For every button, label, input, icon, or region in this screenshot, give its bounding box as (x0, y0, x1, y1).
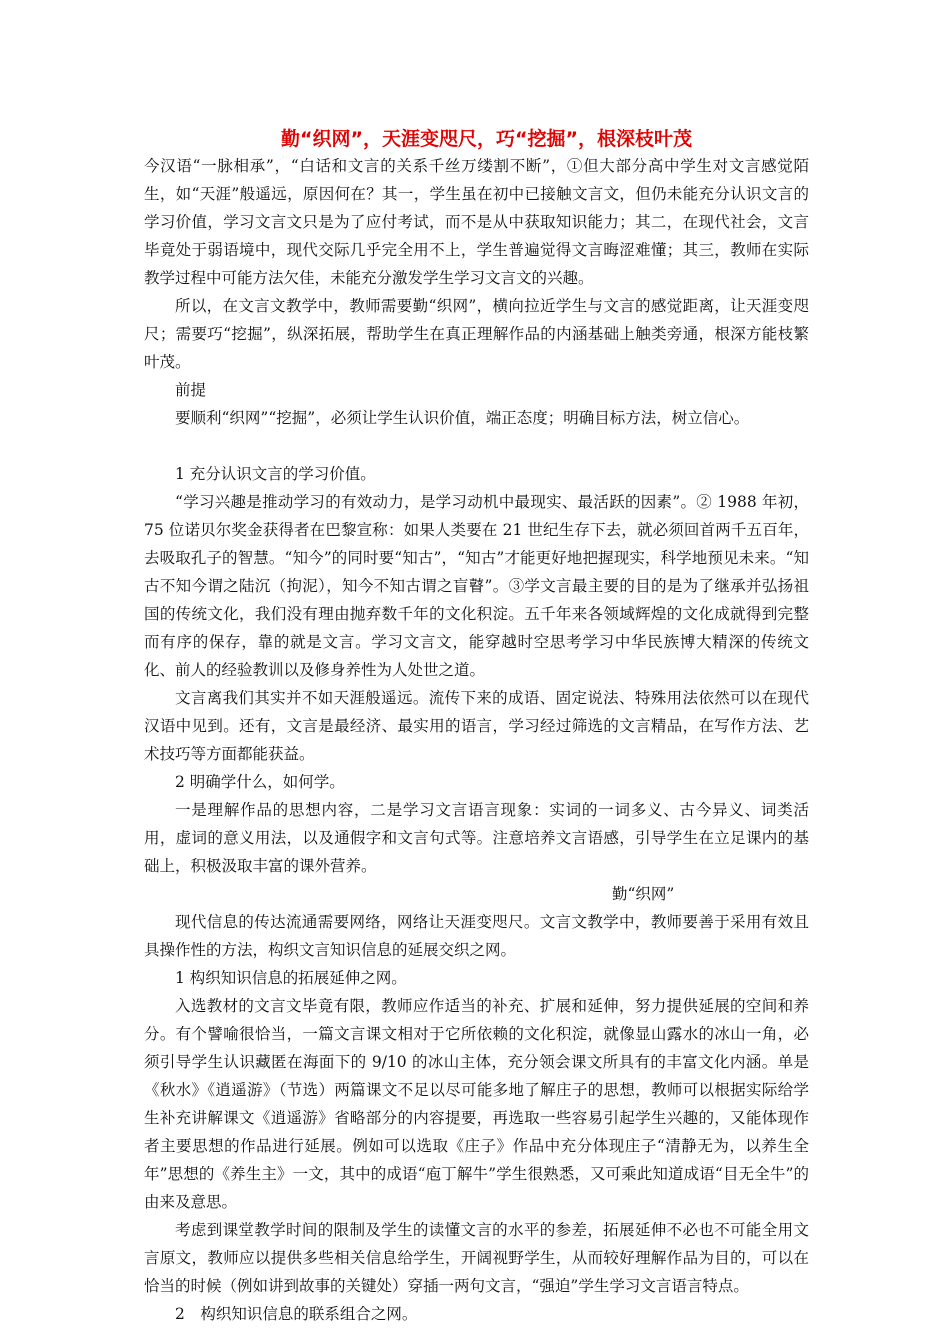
blank-line (144, 432, 809, 460)
heading-learning-value: 1 充分认识文言的学习价值。 (175, 465, 376, 483)
paragraph-content-phenomena: 一是理解作品的思想内容，二是学习文言语言现象：实词的一词多义、古今异义、词类活用，虚词的意义用法，以及通假字和文言句式等。注意培养文言语感，引导学生在立足课内的基础上，积极汲取丰富的课外营养。 (144, 801, 809, 875)
heading-weave-net: 勤“织网” (612, 885, 675, 903)
paragraph-network: 现代信息的传达流通需要网络，网络让天涯变咫尺。文言文教学中，教师要善于采用有效且具操作性的方法，构织文言知识信息的延展交织之网。 (144, 913, 809, 959)
heading-combination-net: 2 构织知识信息的联系组合之网。 (175, 1305, 418, 1323)
paragraph-iceberg: 入选教材的文言文毕竟有限，教师应作适当的补充、扩展和延伸，努力提供延展的空间和养分。有个譬喻很恰当，一篇文言课文相对于它所依赖的文化积淀，就像显山露水的冰山一角，必须引导学生认识藏匿在海面下的 9/10 的冰山主体，充分领会课文所具有的丰富文化内涵。单是《秋水》《逍遥游》（节选）两篇课文不足以尽可能多地了解庄子的思想，教师可以根据实际给学生补充讲解课文《逍遥游》省略部分的内容提要，再选取一些容易引起学生兴趣的，又能体现作者主要思想的作品进行延展。例如可以选取《庄子》作品中充分体现庄子“清静无为，以养生全年”思想的《养生主》一文，其中的成语“庖丁解牛”学生很熟悉，又可乘此知道成语“目无全牛”的由来及意思。 (144, 997, 809, 1211)
paragraph-intro: 今汉语“一脉相承”，“白话和文言的关系千丝万缕割不断”，①但大部分高中学生对文言感觉陌生，如“天涯”般遥远，原因何在？其一，学生虽在初中已接触文言文，但仍未能充分认识文言的学习价值，学习文言文只是为了应付考试，而不是从中获取知识能力；其二，在现代社会，文言毕竟处于弱语境中，现代交际几乎完全用不上，学生普遍觉得文言晦涩难懂；其三，教师在实际教学过程中可能方法欠佳，未能充分激发学生学习文言文的兴趣。 (144, 157, 809, 287)
heading-extension-net: 1 构织知识信息的拓展延伸之网。 (175, 969, 407, 987)
paragraph-time-limit: 考虑到课堂教学时间的限制及学生的读懂文言的水平的参差，拓展延伸不必也不可能全用文言原文，教师应以提供多些相关信息给学生，开阔视野学生，从而较好理解作品为目的，可以在恰当的时候（例如讲到故事的关键处）穿插一两句文言，“强迫”学生学习文言语言特点。 (144, 1221, 809, 1295)
document-page (144, 126, 809, 1328)
paragraph-not-distant: 文言离我们其实并不如天涯般遥远。流传下来的成语、固定说法、特殊用法依然可以在现代汉语中见到。还有，文言是最经济、最实用的语言，学习经过筛选的文言精品，在写作方法、艺术技巧等方面都能获益。 (144, 689, 809, 763)
paragraph-premise: 要顺利“织网”“挖掘”，必须让学生认识价值，端正态度；明确目标方法，树立信心。 (175, 409, 750, 427)
paragraph-approach: 所以，在文言文教学中，教师需要勤“织网”，横向拉近学生与文言的感觉距离，让天涯变咫尺；需要巧“挖掘”，纵深拓展，帮助学生在真正理解作品的内涵基础上触类旁通，根深方能枝繁叶茂。 (144, 297, 809, 371)
heading-premise: 前提 (175, 381, 207, 399)
document-title: 勤“织网”，天涯变咫尺，巧“挖掘”，根深枝叶茂 (281, 128, 692, 150)
heading-what-how: 2 明确学什么，如何学。 (175, 773, 345, 791)
paragraph-learning-interest: “学习兴趣是推动学习的有效动力，是学习动机中最现实、最活跃的因素”。② 1988 年初，75 位诺贝尔奖金获得者在巴黎宣称：如果人类要在 21 世纪生存下去，就必须回首两千五百年，去吸取孔子的智慧。“知今”的同时要“知古”，“知古”才能更好地把握现实，科学地预见未来。“知古不知今谓之陆沉（拘泥），知今不知古谓之盲瞽”。③学文言最主要的目的是为了继承并弘扬祖国的传统文化，我们没有理由抛弃数千年的文化积淀。五千年来各领域辉煌的文化成就得到完整而有序的保存，靠的就是文言。学习文言文，能穿越时空思考学习中华民族博大精深的传统文化、前人的经验教训以及修身养性为人处世之道。 (144, 493, 809, 679)
